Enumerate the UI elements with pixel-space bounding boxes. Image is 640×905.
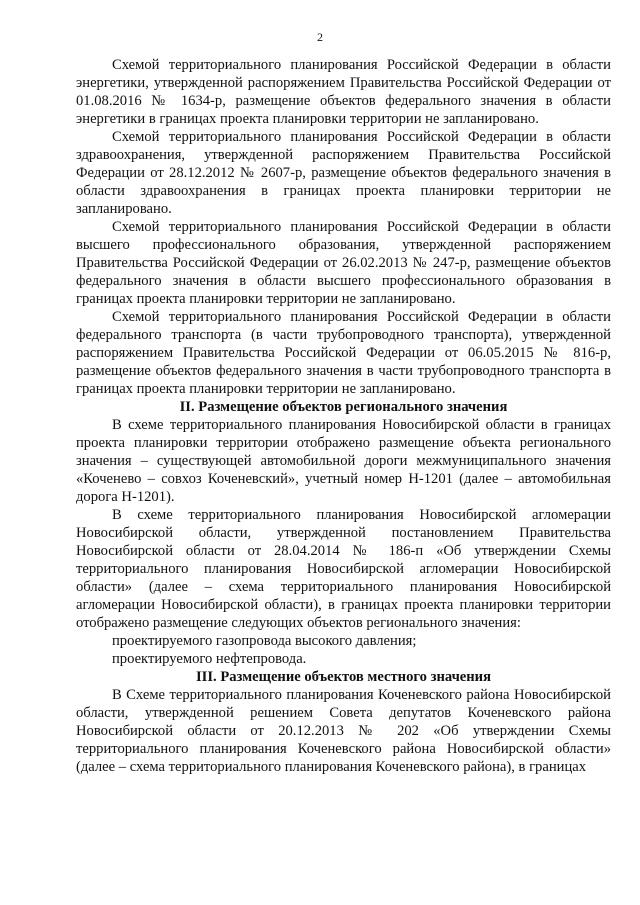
paragraph-energy: Схемой территориального планирования Российской Федерации в области энергетики, утвержденной распоряжением Правительства Российской Федерации от 01.08.2016 № 1634-р, размещение объектов федерального значения в области энергетики в границах проекта планировки территории не запланировано. [76,57,611,127]
document-body [76,56,611,776]
section-heading-local: III. Размещение объектов местного значения [196,669,491,685]
paragraph-higher-education: Схемой территориального планирования Российской Федерации в области высшего профессионального образования, утвержденной распоряжением Правительства Российской Федерации от 26.02.2013 № 247-р, размещение объектов федерального значения в области высшего профессионального образования в границах проекта планировки территории не запланировано. [76,219,611,307]
list-item-oil-pipeline: проектируемого нефтепровода. [112,651,307,667]
paragraph-agglomeration-scheme: В схеме территориального планирования Новосибирской агломерации Новосибирской области, утвержденной постановлением Правительства Новосибирской области от 28.04.2014 № 186-п «Об утверждении Схемы территориального планирования Новосибирской агломерации Новосибирской области» (далее – схема территориального планирования Новосибирской агломерации Новосибирской области), в границах проекта планировки территории отображено размещение следующих объектов регионального значения: [76,507,611,631]
paragraph-healthcare: Схемой территориального планирования Российской Федерации в области здравоохранения, утвержденной распоряжением Правительства Российской Федерации от 28.12.2012 № 2607-р, размещение объектов федерального значения в области здравоохранения в границах проекта планировки территории не запланировано. [76,129,611,217]
paragraph-district-scheme: В Схеме территориального планирования Коченевского района Новосибирской области, утвержденной решением Совета депутатов Коченевского района Новосибирской области от 20.12.2013 № 202 «Об утверждении Схемы территориального планирования Коченевского района Новосибирской области» (далее – схема территориального планирования Коченевского района), в границах [76,687,611,775]
paragraph-regional-road: В схеме территориального планирования Новосибирской области в границах проекта планировки территории отображено размещение объекта регионального значения – существующей автомобильной дороги межмуниципального значения «Коченево – совхоз Коченевский», учетный номер Н-1201 (далее – автомобильная дорога Н-1201). [76,417,611,505]
paragraph-pipeline-transport: Схемой территориального планирования Российской Федерации в области федерального транспорта (в части трубопроводного транспорта), утвержденной распоряжением Правительства Российской Федерации от 06.05.2015 № 816-р, размещение объектов федерального значения в части трубопроводного транспорта в границах проекта планировки территории не запланировано. [76,309,611,397]
list-item-gas-pipeline: проектируемого газопровода высокого давления; [112,633,417,649]
section-heading-regional: II. Размещение объектов регионального значения [179,399,508,415]
page-number: 2 [317,30,323,44]
